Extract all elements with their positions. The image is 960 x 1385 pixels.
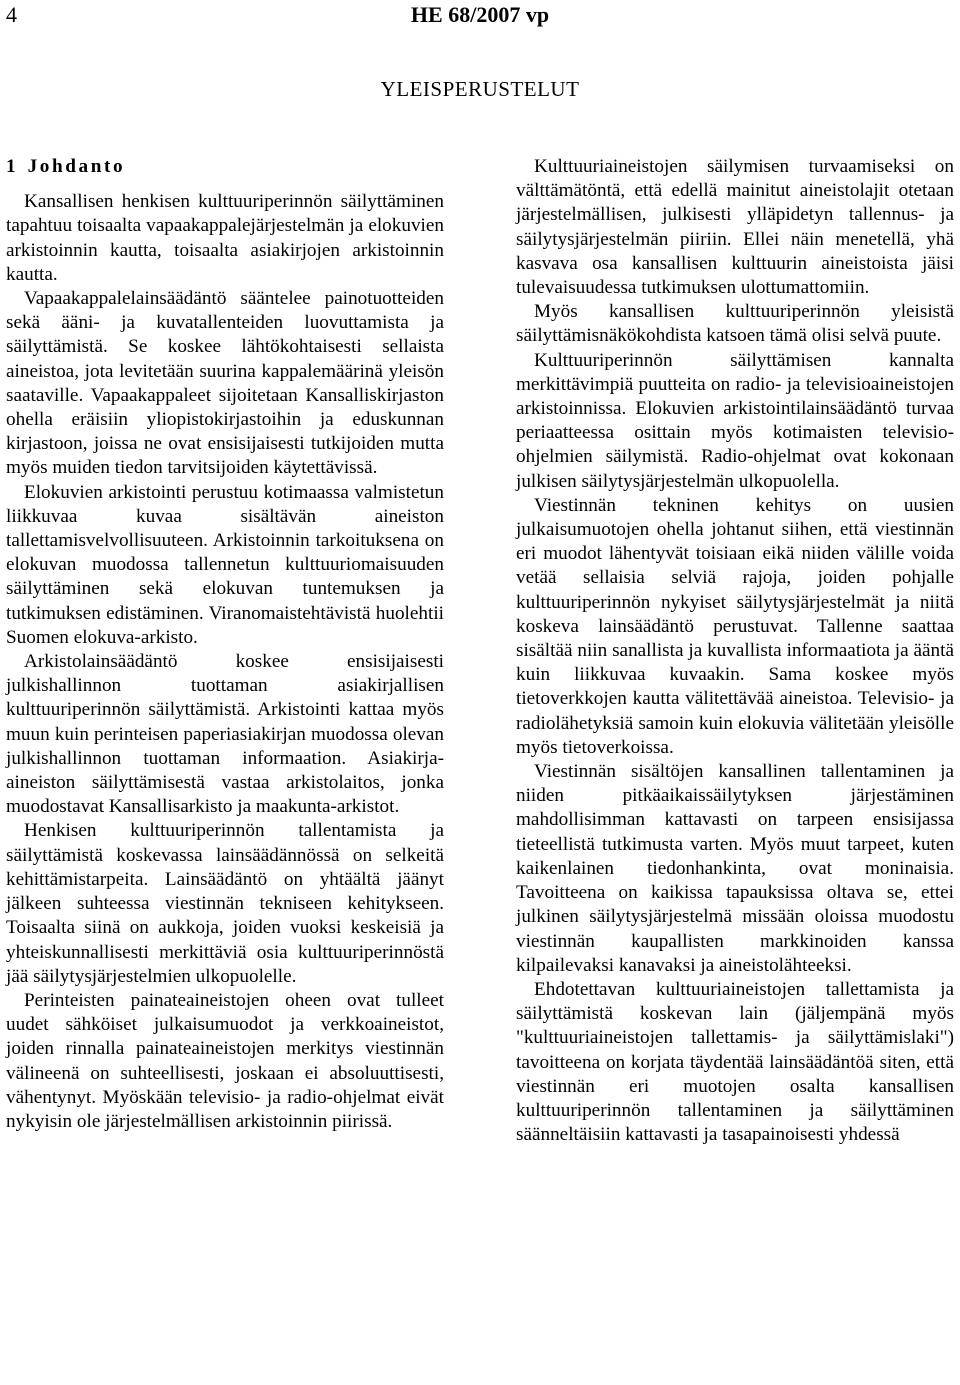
right-column: [516, 155, 954, 1147]
document-id: HE 68/2007 vp: [410, 2, 550, 27]
chapter-heading: [6, 155, 444, 179]
page-number: 4: [6, 2, 17, 27]
paragraph: Perinteisten painateaineistojen oheen ovat tulleet uudet sähköiset julkaisumuodot ja verkkoaineistot, joiden rinnalla painateaineistojen merkitys viestinnän välineenä on suhteellisesti, joskaan ei absoluuttisesti, vähentynyt. Myöskään televisio- ja radio-ohjelmat eivät nykyisin ole järjestelmällisen arkistoinnin piirissä.: [6, 989, 444, 1132]
paragraph: Viestinnän tekninen kehitys on uusien julkaisumuotojen ohella johtanut siihen, että viestinnän eri muodot lähentyvät toisiaan eikä niiden välille voida vetää sellaisia selviä rajoja, joiden pohjalle kulttuuriperinnön nykyiset säilytysjärjestelmät ja niitä koskeva lainsäädäntö perustuvat. Tallenne saattaa sisältää niin sanallista ja kuvallista informaatiota ja ääntä kuin liikkuvaa kuvaakin. Sama koskee myös tietoverkkojen kautta välitettävää aineistoa. Televisio- ja radiolähetyksiä samoin kuin elokuvia välitetään yleisölle myös tietoverkoissa.: [516, 494, 954, 758]
paragraph: Kansallisen henkisen kulttuuriperinnön säilyttäminen tapahtuu toisaalta vapaakappalejärjestelmän ja elokuvien arkistoinnin kautta, toisaalta asiakirjojen arkistoinnin kautta.: [6, 191, 444, 285]
paragraph: Elokuvien arkistointi perustuu kotimaassa valmistetun liikkuvaa kuvaa sisältävän aineiston tallettamisvelvollisuuteen. Arkistoinnin tarkoituksena on elokuvan muodossa tallennetun kulttuuriomaisuuden säilyttäminen sekä elokuvan tuntemuksen ja tutkimuksen edistäminen. Viranomaistehtävistä huolehtii Suomen elokuva-arkisto.: [6, 481, 444, 648]
paragraph: Arkistolainsäädäntö koskee ensisijaisesti julkishallinnon tuottaman asiakirjallisen kulttuuriperinnön säilyttämistä. Arkistointi kattaa myös muun kuin perinteisen paperiasiakirjan muodossa olevan julkishallinnon tuottaman informaation. Asiakirja-aineiston säilyttämisestä vastaa arkistolaitos, jonka muodostavat Kansallisarkisto ja maakunta-arkistot.: [6, 651, 444, 818]
chapter-title: Johdanto: [27, 156, 126, 177]
paragraph: Ehdotettavan kulttuuriaineistojen tallettamista ja säilyttämistä koskevan lain (jäljempänä myös "kulttuuriaineistojen tallettamis- ja säilyttämislaki") tavoitteena on korjata täydentää lainsäädäntöä siten, että viestinnän eri muotojen osalta kansallisen kulttuuriperinnön tallentaminen ja säilyttäminen säänneltäisiin kattavasti ja tasapainoisesti yhdessä: [516, 978, 954, 1146]
paragraph: Kulttuuriperinnön säilyttämisen kannalta merkittävimpiä puutteita on radio- ja televisioaineistojen arkistoinnissa. Elokuvien arkistointilainsäädäntö turvaa periaatteessa osittain myös kotimaisten televisio-ohjelmien säilymistä. Radio-ohjelmat ovat kokonaan julkisen säilytysjärjestelmän ulkopuolella.: [516, 349, 954, 492]
chapter-number: 1: [6, 156, 16, 177]
section-title: YLEISPERUSTELUT: [380, 77, 580, 101]
paragraph: Kulttuuriaineistojen säilymisen turvaamiseksi on välttämätöntä, että edellä mainitut aineistolajit otetaan järjestelmällisen, julkisesti ylläpidetyn tallennus- ja säilytysjärjestelmän piiriin. Ellei näin menetellä, yhä kasvava osa kansallisen kulttuurin aineistoista jäisi tulevaisuudessa tutkimuksen ulottumattomiin.: [516, 156, 954, 299]
paragraph: Myös kansallisen kulttuuriperinnön yleisistä säilyttämisnäkökohdista katsoen tämä olisi selvä puute.: [516, 301, 954, 347]
left-column: [6, 155, 444, 1134]
paragraph: Viestinnän sisältöjen kansallinen tallentaminen ja niiden pitkäaikaissäilytyksen järjestäminen mahdollisimman kattavasti on tarpeen ensisijassa tieteellistä tutkimusta varten. Myös muut tarpeet, kuten kaikenlainen tiedonhankinta, ovat moninaisia. Tavoitteena on kaikissa tapauksissa oltava se, ettei julkinen säilytysjärjestelmä missään oloissa muodostu viestinnän kaupallisten markkinoiden kanssa kilpailevaksi kanavaksi ja aineistolähteeksi.: [516, 761, 954, 976]
paragraph: Henkisen kulttuuriperinnön tallentamista ja säilyttämistä koskevassa lainsäädännössä on selkeitä kehittämistarpeita. Lainsäädäntö on yhtäältä jäänyt jälkeen suhteessa viestinnän tekniseen kehitykseen. Toisaalta siinä on aukkoja, joiden vuoksi keskeisiä ja yhteiskunnallisesti merkittäviä osia kulttuuriperinnöstä jää säilytysjärjestelmien ulkopuolelle.: [6, 820, 444, 987]
paragraph: Vapaakappalelainsäädäntö sääntelee painotuotteiden sekä ääni- ja kuvatallenteiden luovuttamista ja säilyttämistä. Se koskee lähtökohtaisesti sellaista aineistoa, jota levitetään suurina kappalemäärinä yleisön saataville. Vapaakappaleet sijoitetaan Kansalliskirjaston ohella eräisiin yliopistokirjastoihin ja eduskunnan kirjastoon, joissa ne ovat ensisijaisesti tutkijoiden mutta myös muiden tiedon tarvitsijoiden käytettävissä.: [6, 288, 444, 479]
